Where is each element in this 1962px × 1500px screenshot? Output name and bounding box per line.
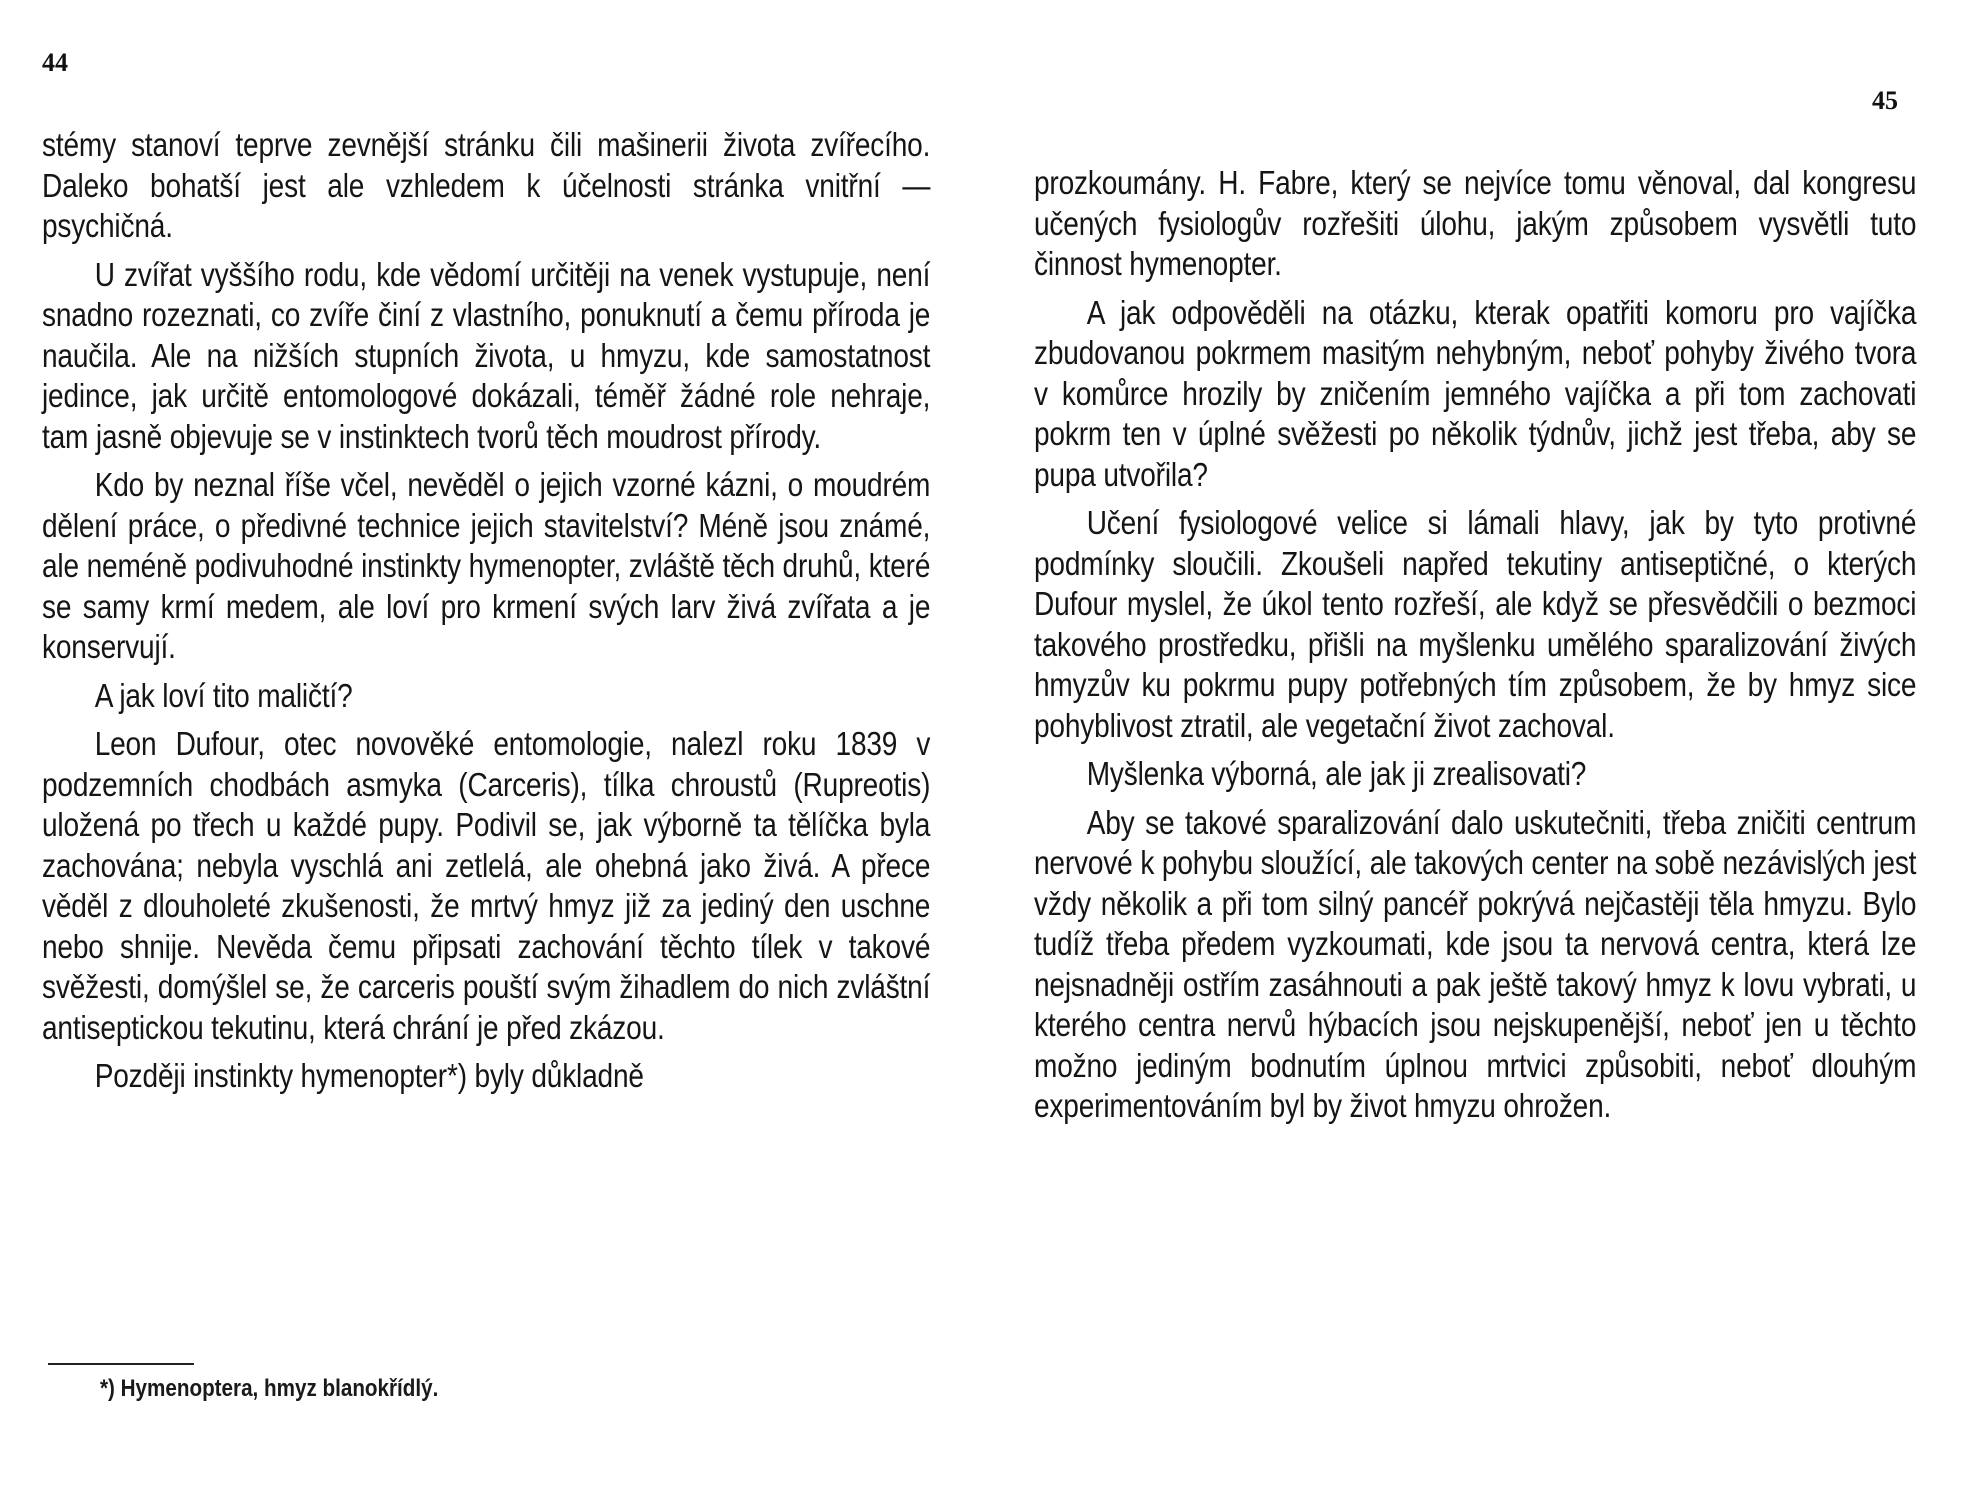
right-page	[981, 0, 1962, 1500]
paragraph: Kdo by neznal říše včel, nevěděl o jejich vzorné kázni, o moudrém dělení práce, o předivné technice jejich stavitelství? Méně jsou známé, ale neméně podivuhodné instinkty hymenopter, zvláště těch druhů, které se samy krmí medem, ale loví pro krmení svých larv živá zvířata a je konservují.	[42, 466, 931, 665]
paragraph: stémy stanoví teprve zevnější stránku čili mašinerii života zvířecího. Daleko bohatší jest ale vzhledem k účelnosti stránka vnitřní — psychičná.	[42, 126, 931, 244]
paragraph: prozkoumány. H. Fabre, který se nejvíce tomu věnoval, dal kongresu učených fysiologův rozřešiti úlohu, jakým způsobem vysvětli tuto činnost hymenopter.	[1034, 164, 1917, 282]
page-number: 45	[1872, 86, 1898, 115]
body-text	[42, 125, 930, 1105]
body-text	[1034, 163, 1916, 1135]
paragraph: A jak odpověděli na otázku, kterak opatřiti komoru pro vajíčka zbudovanou pokrmem masitým nehybným, neboť pohyby živého tvora v komůrce hrozily by zničením jemného vajíčka a při tom zachovati pokrm ten v úplné svěžesti po několik týdnův, jichž jest třeba, aby se pupa utvořila?	[1034, 293, 1917, 493]
paragraph: Myšlenka výborná, ale jak ji zrealisovati?	[1086, 755, 1587, 792]
page-number: 44	[42, 48, 68, 77]
paragraph: A jak loví tito maličtí?	[94, 676, 353, 714]
footnote: *) Hymenoptera, hmyz blanokřídlý.	[100, 1375, 439, 1402]
paragraph: U zvířat vyššího rodu, kde vědomí určitěji na venek vystupuje, není snadno rozeznati, co zvíře činí z vlastního, ponuknutí a čemu příroda je naučila. Ale na nižších stupních života, u hmyzu, kde samostatnost jedince, jak určitě entomologové dokázali, téměř žádné role nehraje, tam jasně objevuje se v instinktech tvorů těch moudrost přírody.	[42, 255, 931, 455]
paragraph: Později instinkty hymenopter*) byly důkladně	[94, 1057, 644, 1094]
paragraph: Aby se takové sparalizování dalo uskutečniti, třeba zničiti centrum nervové k pohybu sloužící, ale takových center na sobě nezávislých jest vždy několik a při tom silný pancéř pokrývá nejčastěji těla hmyzu. Bylo tudíž třeba předem vyzkoumati, kde jsou ta nervová centra, která lze nejsnadněji ostřím zasáhnouti a pak ještě takový hmyz k lovu vybrati, u kterého centra nervů hýbacích jsou nejskupenější, neboť jen u těchto možno jediným bodnutím úplnou mrtvici způsobiti, neboť dlouhým experimentováním byl by život hmyzu ohrožen.	[1034, 803, 1917, 1124]
footnote-divider	[48, 1363, 194, 1365]
paragraph: Učení fysiologové velice si lámali hlavy, jak by tyto protivné podmínky sloučili. Zkoušeli napřed tekutiny antiseptičné, o kterých Dufour myslel, že úkol tento rozřeší, ale když se přesvědčili o bezmoci takového prostředku, přišli na myšlenku umělého sparalizování živých hmyzův ku pokrmu pupy potřebných tím způsobem, že by hmyz sice pohyblivost ztratil, ale vegetační život zachoval.	[1034, 504, 1917, 744]
paragraph: Leon Dufour, otec novověké entomologie, nalezl roku 1839 v podzemních chodbách asmyka (Carceris), tílka chroustů (Rupreotis) uložená po třech u každé pupy. Podivil se, jak výborně ta tělíčka byla zachována; nebyla vyschlá ani zetlelá, ale ohebná jako živá. A přece věděl z dlouholeté zkušenosti, že mrtvý hmyz již za jediný den uschne nebo shnije. Nevěda čemu připsati zachování těchto tílek v takové svěžesti, domýšlel se, že carceris pouští svým žihadlem do nich zvláštní antiseptickou tekutinu, která chrání je před zkázou.	[42, 725, 931, 1046]
